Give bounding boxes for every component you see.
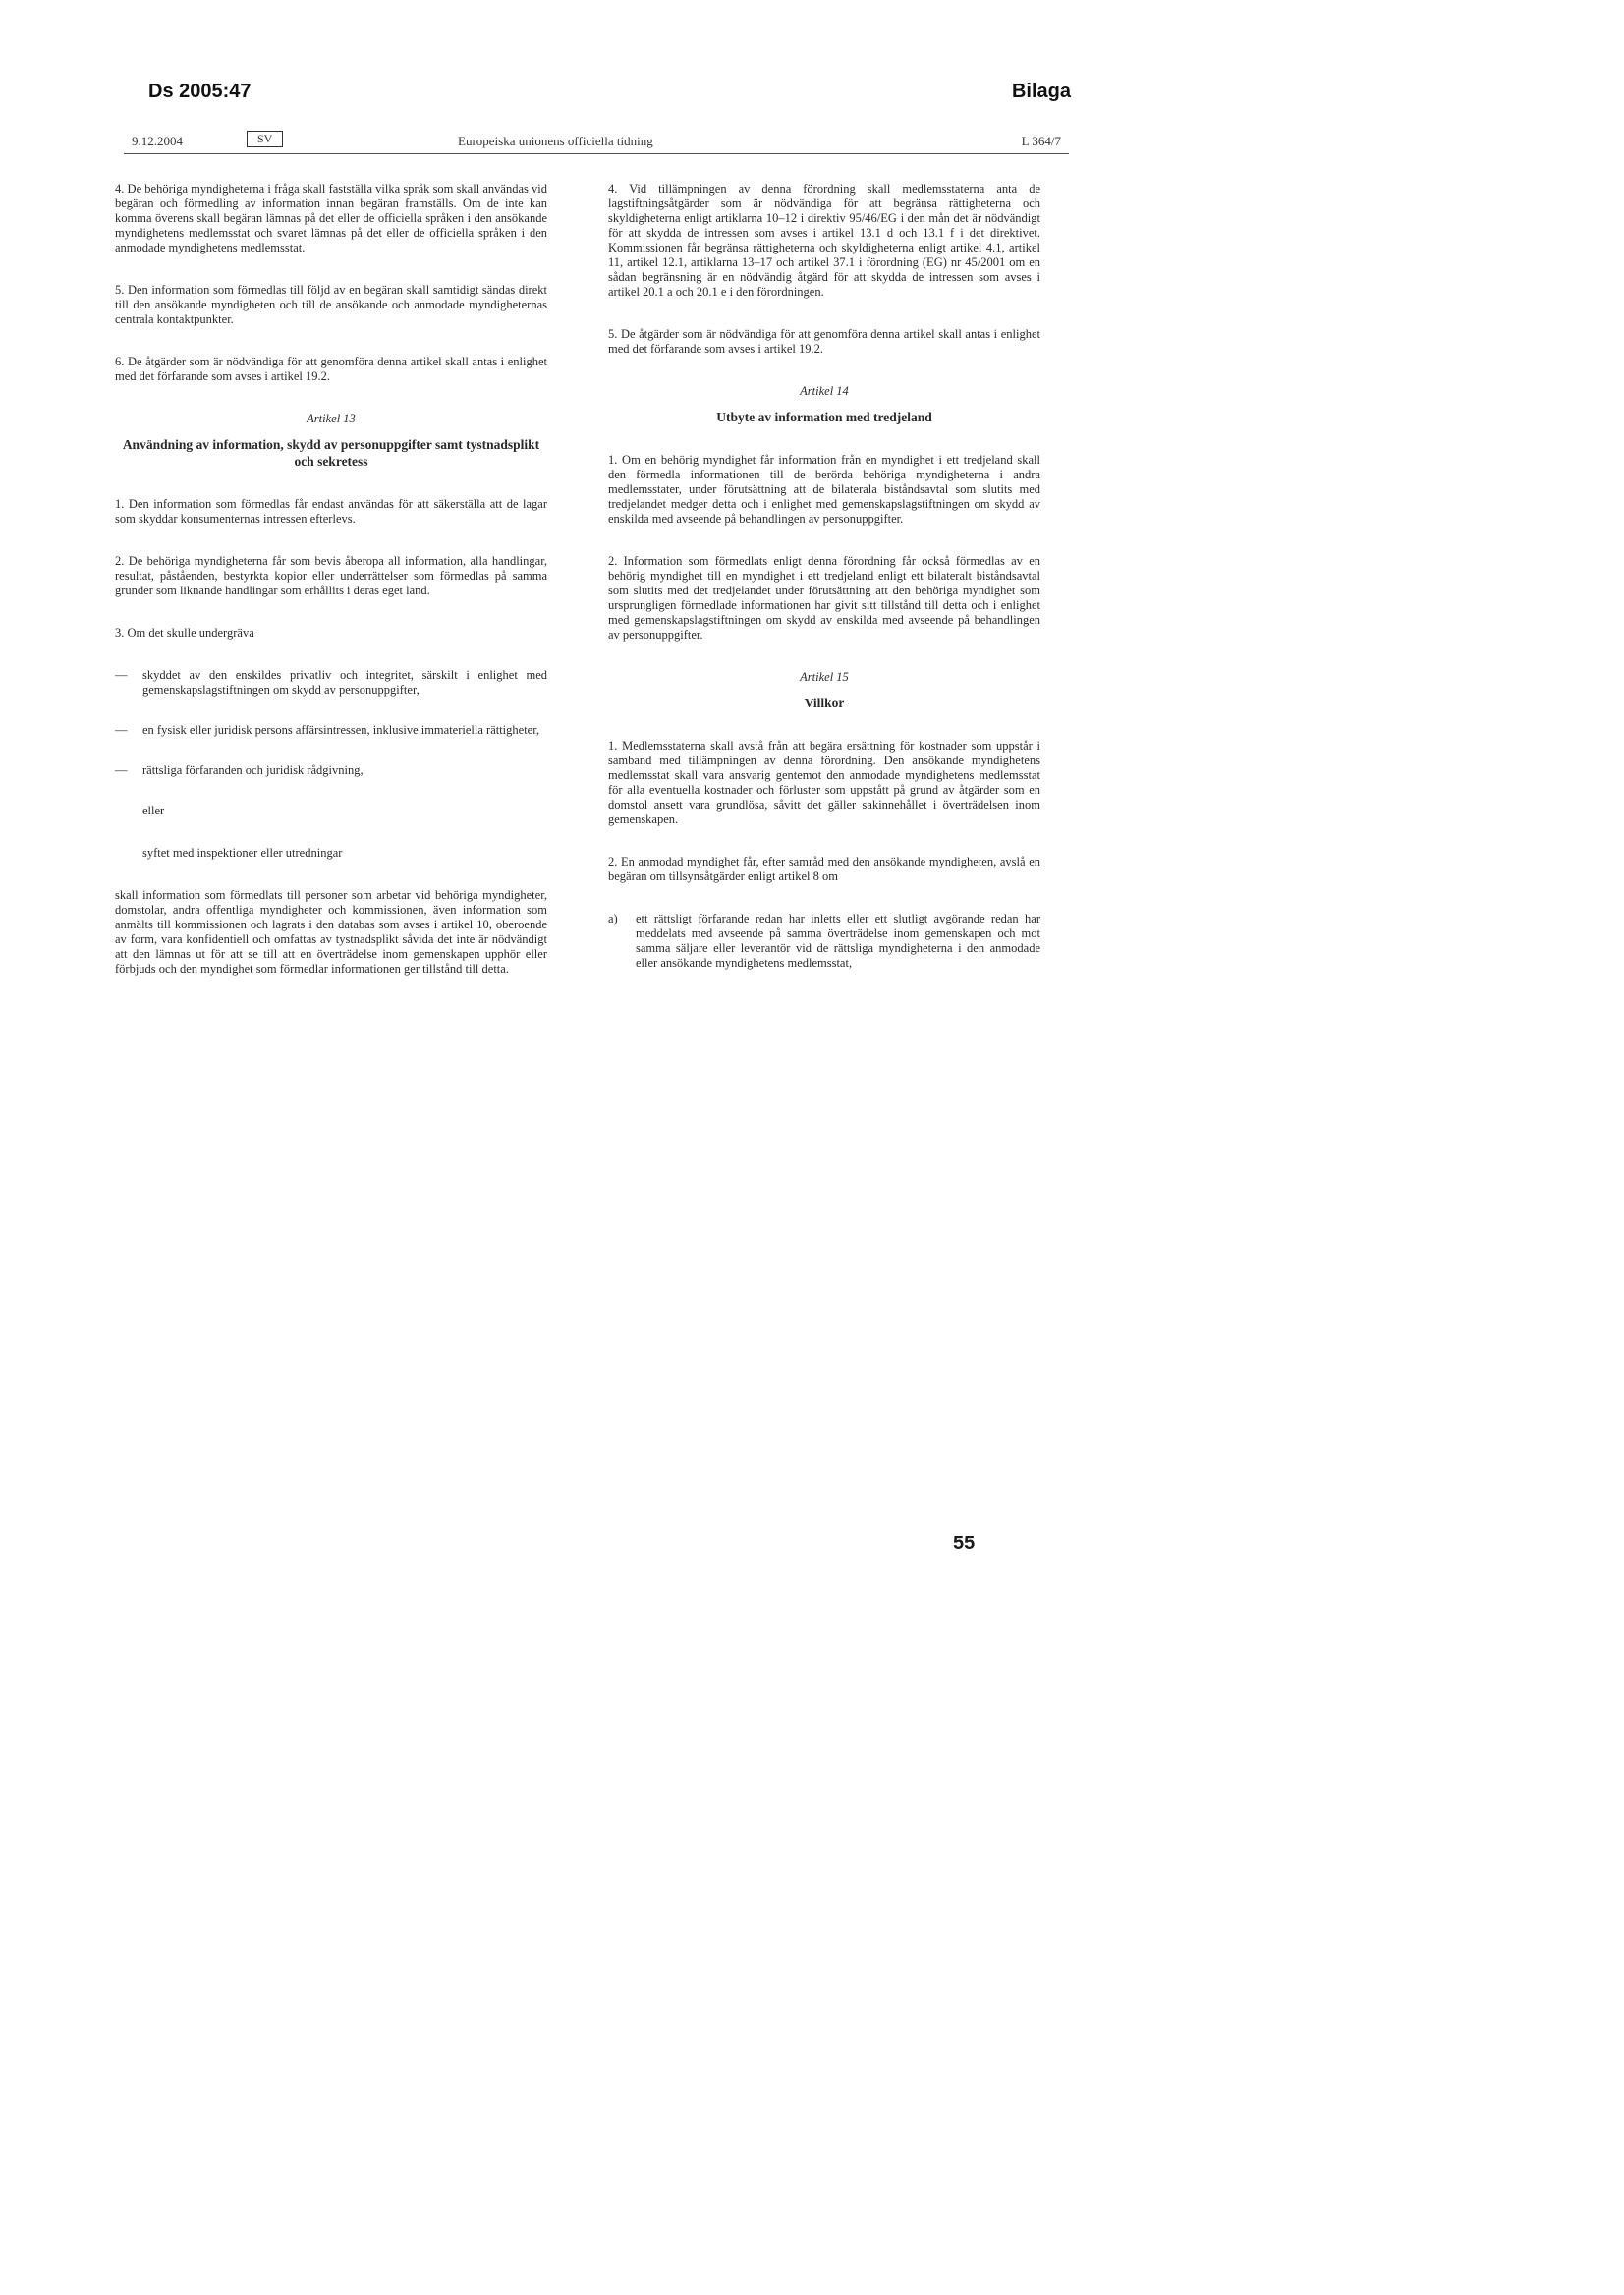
dash-marker: — <box>115 763 128 777</box>
connector-text: eller <box>142 804 165 817</box>
dash-item <box>115 668 547 698</box>
dash-item <box>115 723 547 738</box>
dash-text: en fysisk eller juridisk persons affärsintressen, inklusive immateriella rättigheter, <box>142 723 540 737</box>
list-item <box>608 912 1040 971</box>
journal-header <box>124 134 1069 154</box>
dash-text: skyddet av den enskildes privatliv och integritet, särskilt i enlighet med gemenskapslagstiftningen om skydd av personuppgifter, <box>142 668 547 697</box>
paragraph: skall information som förmedlats till personer som arbetar vid behöriga myndigheter, domstolar, andra offentliga myndigheter och kommissionen, även information som anmälts till kommissionen och lagrats i den databas som avses i artikel 10, oberoende av form, vara konfidentiell och omfattas av tystnadsplikt såvida det inte är nödvändigt att den lämnas ut för att se till att en överträdelse inom gemenskapen upphör eller förbjuds och den myndighet som förmedlar informationen ger tillstånd till detta. <box>115 888 547 976</box>
left-column <box>115 182 547 1004</box>
article-title: Utbyte av information med tredjeland <box>716 410 932 424</box>
indented-text: syftet med inspektioner eller utredningar <box>142 846 343 860</box>
dash-item <box>115 763 547 778</box>
dash-marker: — <box>115 668 128 682</box>
paragraph: 1. Den information som förmedlas får endast användas för att säkerställa att de lagar som skyddar konsumenternas intressen efterlevs. <box>115 497 547 526</box>
article-title: Villkor <box>804 696 845 710</box>
appendix-label: Bilaga <box>1011 81 1071 102</box>
paragraph: 2. Information som förmedlats enligt denna förordning får också förmedlas av en behörig myndighet till en myndighet i ett tredjeland enligt ett bilateralt biståndsavtal som slutits med det tredjelandet under förutsättning att den behöriga myndighet som ursprungligen förmedlade informationen har givit sitt tillstånd till detta och i enlighet med gemenskapslagstiftningen om skydd av enskilda med avseende på behandlingen av personuppgifter. <box>608 554 1040 642</box>
dash-text: rättsliga förfaranden och juridisk rådgivning, <box>142 763 364 777</box>
paragraph: 2. De behöriga myndigheterna får som bevis åberopa all information, alla handlingar, resultat, påståenden, bestyrkta kopior eller underrättelser som förmedlas på samma grunder som liknande handlingar som erhållits i deras eget land. <box>115 554 547 597</box>
article-label: Artikel 13 <box>307 412 356 425</box>
paragraph: 1. Medlemsstaterna skall avstå från att begära ersättning för kostnader som uppstår i samband med tillämpningen av denna förordning. Den ansökande myndighetens medlemsstat skall vara ansvarig gentemot den anmodade myndighetens medlemsstat för alla eventuella kostnader och förluster som uppstått på grund av åtgärder som en domstol ansett vara grundlösa, såvitt det gäller sakinnehållet i överträdelsen inom gemenskapen. <box>608 739 1040 826</box>
journal-reference: L 364/7 <box>1021 134 1061 148</box>
language-box: SV <box>247 131 283 147</box>
paragraph: 2. En anmodad myndighet får, efter samråd med den ansökande myndigheten, avslå en begäran om tillsynsåtgärder enligt artikel 8 om <box>608 855 1040 883</box>
document-code: Ds 2005:47 <box>148 81 252 102</box>
paragraph: 3. Om det skulle undergräva <box>115 626 254 640</box>
dash-marker: — <box>115 723 128 737</box>
page-number: 55 <box>953 1533 976 1554</box>
right-column <box>608 182 1040 994</box>
paragraph: 5. De åtgärder som är nödvändiga för att genomföra denna artikel skall antas i enlighet med det förfarande som avses i artikel 19.2. <box>608 327 1040 356</box>
article-label: Artikel 14 <box>800 384 849 398</box>
paragraph: 1. Om en behörig myndighet får information från en myndighet i ett tredjeland skall den förmedla informationen till de berörda behöriga myndigheterna i andra medlemsstater, under förutsättning att de bilaterala biståndsavtal som slutits med tredjelandet medger detta och i enlighet med gemenskapslagstiftningen om skydd av enskilda med avseende på behandlingen av personuppgifter. <box>608 453 1040 526</box>
item-marker: a) <box>608 912 618 925</box>
paragraph: 4. Vid tillämpningen av denna förordning skall medlemsstaterna anta de lagstiftningsåtgärder som är nödvändiga för att begränsa rättigheterna och skyldigheterna enligt artiklarna 10–12 i direktiv 95/46/EG i den mån det är nödvändigt för att skydda de intressen som avses i artikel 13.1 d och 13.1 f i det direktivet. Kommissionen får begränsa rättigheterna och skyldigheterna enligt artikel 4.1, artikel 11, artikel 12.1, artiklarna 13–17 och artikel 37.1 i förordning (EG) nr 45/2001 om en sådan begränsning är en nödvändig åtgärd för att skydda de intressen som avses i artikel 20.1 a och 20.1 e i den förordningen. <box>608 182 1040 299</box>
article-title: Användning av information, skydd av personuppgifter samt tystnadsplikt och sekretess <box>122 437 540 469</box>
paragraph: 6. De åtgärder som är nödvändiga för att genomföra denna artikel skall antas i enlighet med det förfarande som avses i artikel 19.2. <box>115 355 547 383</box>
paragraph: 5. Den information som förmedlas till följd av en begäran skall samtidigt sändas direkt till den ansökande myndigheten och till de ansökande och anmodade myndigheternas centrala kontaktpunkter. <box>115 283 547 326</box>
journal-title: Europeiska unionens officiella tidning <box>458 134 653 148</box>
journal-date: 9.12.2004 <box>132 134 183 148</box>
item-text: ett rättsligt förfarande redan har inletts eller ett slutligt avgörande redan har meddelats med avseende på samma överträdelse inom gemenskapen och mot samma säljare eller leverantör vid de rättsliga myndigheterna i den anmodade eller ansökande myndighetens medlemsstat, <box>636 912 1040 970</box>
article-label: Artikel 15 <box>800 670 849 684</box>
paragraph: 4. De behöriga myndigheterna i fråga skall fastställa vilka språk som skall användas vid begäran och förmedling av information innan begäran framställs. Om de inte kan komma överens skall begäran lämnas på det eller de officiella språken i den ansökande myndighetens medlemsstat och svaret lämnas på det eller de officiella språken i den anmodade myndighetens medlemsstat. <box>115 182 547 254</box>
